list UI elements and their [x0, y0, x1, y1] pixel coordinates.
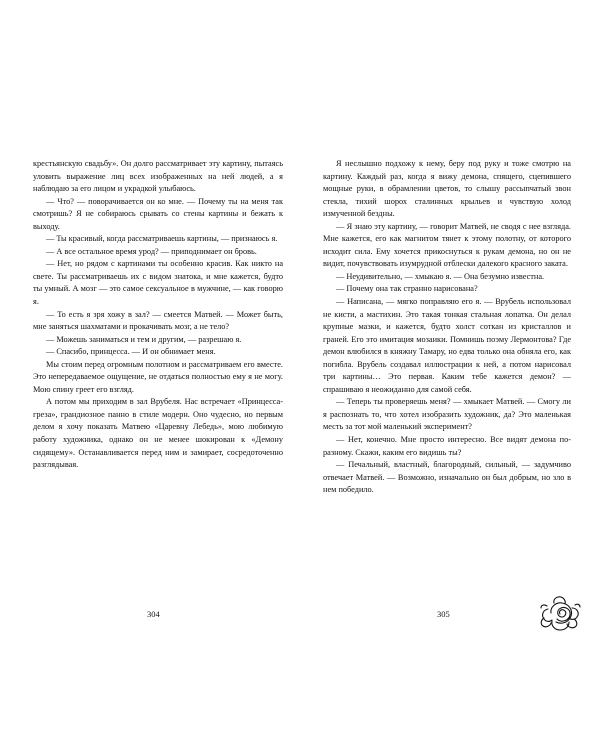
left-paragraph-1: крестьянскую свадьбу». Он долго рассматривает эту картину, пытаясь уловить выражение лиц всех изображенных на ней людей, а я наблюдаю за его лицом и украдкой улыбаюсь. [33, 159, 283, 194]
left-paragraph-4: — А все остальное время урод? — приподнимает он бровь. [46, 246, 257, 256]
right-page [323, 158, 571, 497]
right-paragraph-4: — Почему она так странно нарисована? [336, 284, 478, 294]
page-number-right: 305 [437, 609, 450, 619]
left-paragraph-2: — Что? — поворачивается он ко мне. — Почему ты на меня так смотришь? Я не собираюсь срывать со стены картины и бежать к выходу. [33, 196, 283, 231]
right-paragraph-2: — Я знаю эту картину, — говорит Матвей, не сводя с нее взгляда. Мне кажется, его как магнитом тянет к этому полотну, от которого исходит сила. Ему хочется прикоснуться к рукам демона, но он не видит, почувствовать изумрудной отблески далекого красного заката. [323, 221, 571, 269]
right-paragraph-6: — Теперь ты проверяешь меня? — хмыкает Матвей. — Смогу ли я распознать то, что хотел изобразить художник, да? Это маленькая месть за тот мой маленький эксперимент? [323, 397, 571, 432]
left-paragraph-3: — Ты красивый, когда рассматриваешь картины, — признаюсь я. [46, 234, 278, 244]
left-page [33, 158, 283, 472]
left-paragraph-8: — Спасибо, принцесса. — И он обнимает меня. [46, 347, 216, 357]
left-paragraph-6: — То есть я зря хожу в зал? — смеется Матвей. — Может быть, мне заняться шахматами и прокачивать мозг, а не тело? [33, 309, 283, 332]
left-paragraph-7: — Можешь заниматься и тем и другим, — разрешаю я. [46, 334, 242, 344]
left-paragraph-5: — Нет, но рядом с картинами ты особенно красив. Как никто на свете. Ты рассматриваешь их с видом знатока, и мне кажется, будто ты умный. А мозг — это самое сексуальное в мужчине, — как говорю я. [33, 259, 283, 307]
left-paragraph-9: Мы стоим перед огромным полотном и рассматриваем его вместе. Это непередаваемое ощущение, не отдаться полностью ему я не могу. Мою спину греет его взгляд. [33, 359, 283, 394]
page-number-left: 304 [147, 609, 160, 619]
right-paragraph-8: — Печальный, властный, благородный, сильный, — задумчиво отвечает Матвей. — Возможно, изначально он был добрым, но зло в нем победило. [323, 460, 571, 495]
right-paragraph-5: — Написана, — мягко поправляю его я. — Врубель использовал не кисти, а мастихин. Это такая тонкая стальная лопатка. Он делал крупные мазки, и кажется, будто холст соткан из кристаллов и граней. Его это имитация мозаики. Помнишь поэму Лермонтова? Где демон влюбился в княжну Тамару, но едва только она обняла его, как погибла. Врубель создавал иллюстрации к ней, а потом нарисовал три картины… Это первая. Каким тебе кажется демон? — спрашиваю я неожиданно для самой себя. [323, 297, 571, 394]
left-paragraph-10: А потом мы приходим в зал Врубеля. Нас встречает «Принцесса-греза», грандиозное панно в стиле модерн. Оно чудесно, но первым делом я хочу показать Матвею «Царевну Лебедь», мою любимую работу художника, однако он не менее шокирован к «Демону сидящему». Останавливается перед ним и замирает, сосредоточенно разглядывая. [33, 397, 283, 470]
right-paragraph-3: — Неудивительно, — хмыкаю я. — Она безумно известна. [336, 271, 545, 281]
right-paragraph-7: — Нет, конечно. Мне просто интересно. Все видят демона по-разному. Скажи, каким его видишь ты? [323, 435, 571, 457]
right-paragraph-1: Я неслышно подхожу к нему, беру под руку и тоже смотрю на картину. Каждый раз, когда я вижу демона, спящего, сцепившего мощные руки, в обрамлении цветов, то слышу рассыпчатый звон стекла, тихий шорох сталинных крыльев и чувствую холод измученной бездны. [323, 159, 571, 219]
rose-ornament-icon [538, 594, 582, 634]
